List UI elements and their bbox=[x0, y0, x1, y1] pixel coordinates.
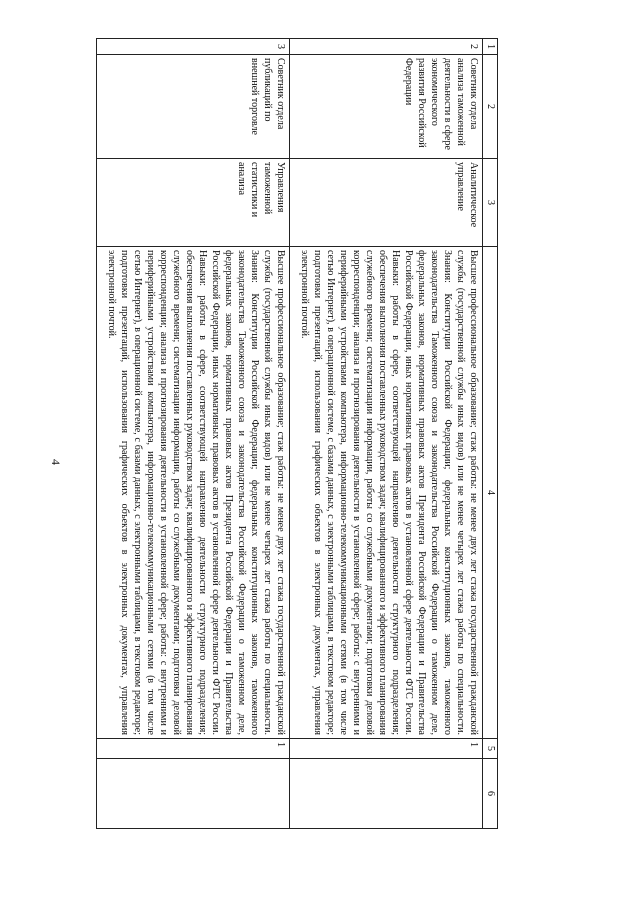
position-title: Советник отдела публикаций по внешней торговле bbox=[97, 55, 290, 159]
department-name: Управления таможенной статистики и анализа bbox=[97, 159, 290, 247]
empty-cell bbox=[97, 759, 290, 829]
header-cell: 5 bbox=[483, 739, 498, 759]
row-number: 2 bbox=[290, 39, 483, 55]
page-number: 4 bbox=[49, 459, 63, 465]
qualification-requirements: Высшее профессиональное образование; стаж работы: не менее двух лет стажа государственной гражданской службы (государственной службы иных видов) или не менее четырех лет стажа работы по специальности. Знания: Конституции Российской Федерации; федеральных конституционных законов, таможенного законодательства Таможенного союза и законодательства Российской Федерации о таможенном деле, федеральных законов, нормативных правовых актов Президента Российской Федерации и Правительства Российской Федерации, иных нормативных правовых актов в установленной сфере деятельности ФТС России. Навыки: работы в сфере, соответствующей направлению деятельности структурного подразделения; обеспечения выполнения поставленных руководством задач; квалифицированного и эффективного планирования служебного времени; систематизации информации, работы со служебными документами; подготовки деловой корреспонденции; анализа и прогнозирования деятельности в установленной сфере; работы: с внутренними и периферийными устройствами компьютера, информационно-телекоммуникационными сетями (в том числе сетью Интернет), в операционной системе, с базами данных, с электронными таблицами, в текстовом редакторе; подготовки презентаций, использования графических объектов в электронных документах, управления электронной почтой. bbox=[97, 247, 290, 739]
table-header-row bbox=[483, 39, 498, 829]
empty-cell bbox=[290, 759, 483, 829]
table-row bbox=[290, 39, 483, 829]
header-cell: 1 bbox=[483, 39, 498, 55]
table-row bbox=[97, 39, 290, 829]
header-cell: 3 bbox=[483, 159, 498, 247]
qualification-requirements: Высшее профессиональное образование; стаж работы: не менее двух лет стажа государственной гражданской службы (государственной службы иных видов) или не менее четырех лет стажа работы по специальности. Знания: Конституции Российской Федерации; федеральных конституционных законов, таможенного законодательства Таможенного союза и законодательства Российской Федерации о таможенном деле, федеральных законов, нормативных правовых актов Президента Российской Федерации и Правительства Российской Федерации, иных нормативных правовых актов в установленной сфере деятельности ФТС России. Навыки: работы в сфере, соответствующей направлению деятельности структурного подразделения; обеспечения выполнения поставленных руководством задач; квалифицированного и эффективного планирования служебного времени; систематизации информации, работы со служебными документами; подготовки деловой корреспонденции; анализа и прогнозирования деятельности в установленной сфере; работы: с внутренними и периферийными устройствами компьютера, информационно-телекоммуникационными сетями (в том числе сетью Интернет), в операционной системе, с базами данных, с электронными таблицами, в текстовом редакторе; подготовки презентаций, использования графических объектов в электронных документах, управления электронной почтой. bbox=[290, 247, 483, 739]
header-cell: 6 bbox=[483, 759, 498, 829]
header-cell: 2 bbox=[483, 55, 498, 159]
department-name: Аналитическое управление bbox=[290, 159, 483, 247]
vacancy-table bbox=[96, 38, 498, 829]
row-number: 3 bbox=[97, 39, 290, 55]
rotated-document bbox=[98, 38, 498, 828]
header-cell: 4 bbox=[483, 247, 498, 739]
vacancy-count: 1 bbox=[97, 739, 290, 759]
vacancy-count: 1 bbox=[290, 739, 483, 759]
position-title: Советник отдела анализа таможенной деятельности в сфере экономического развития Российской Федерации bbox=[290, 55, 483, 159]
